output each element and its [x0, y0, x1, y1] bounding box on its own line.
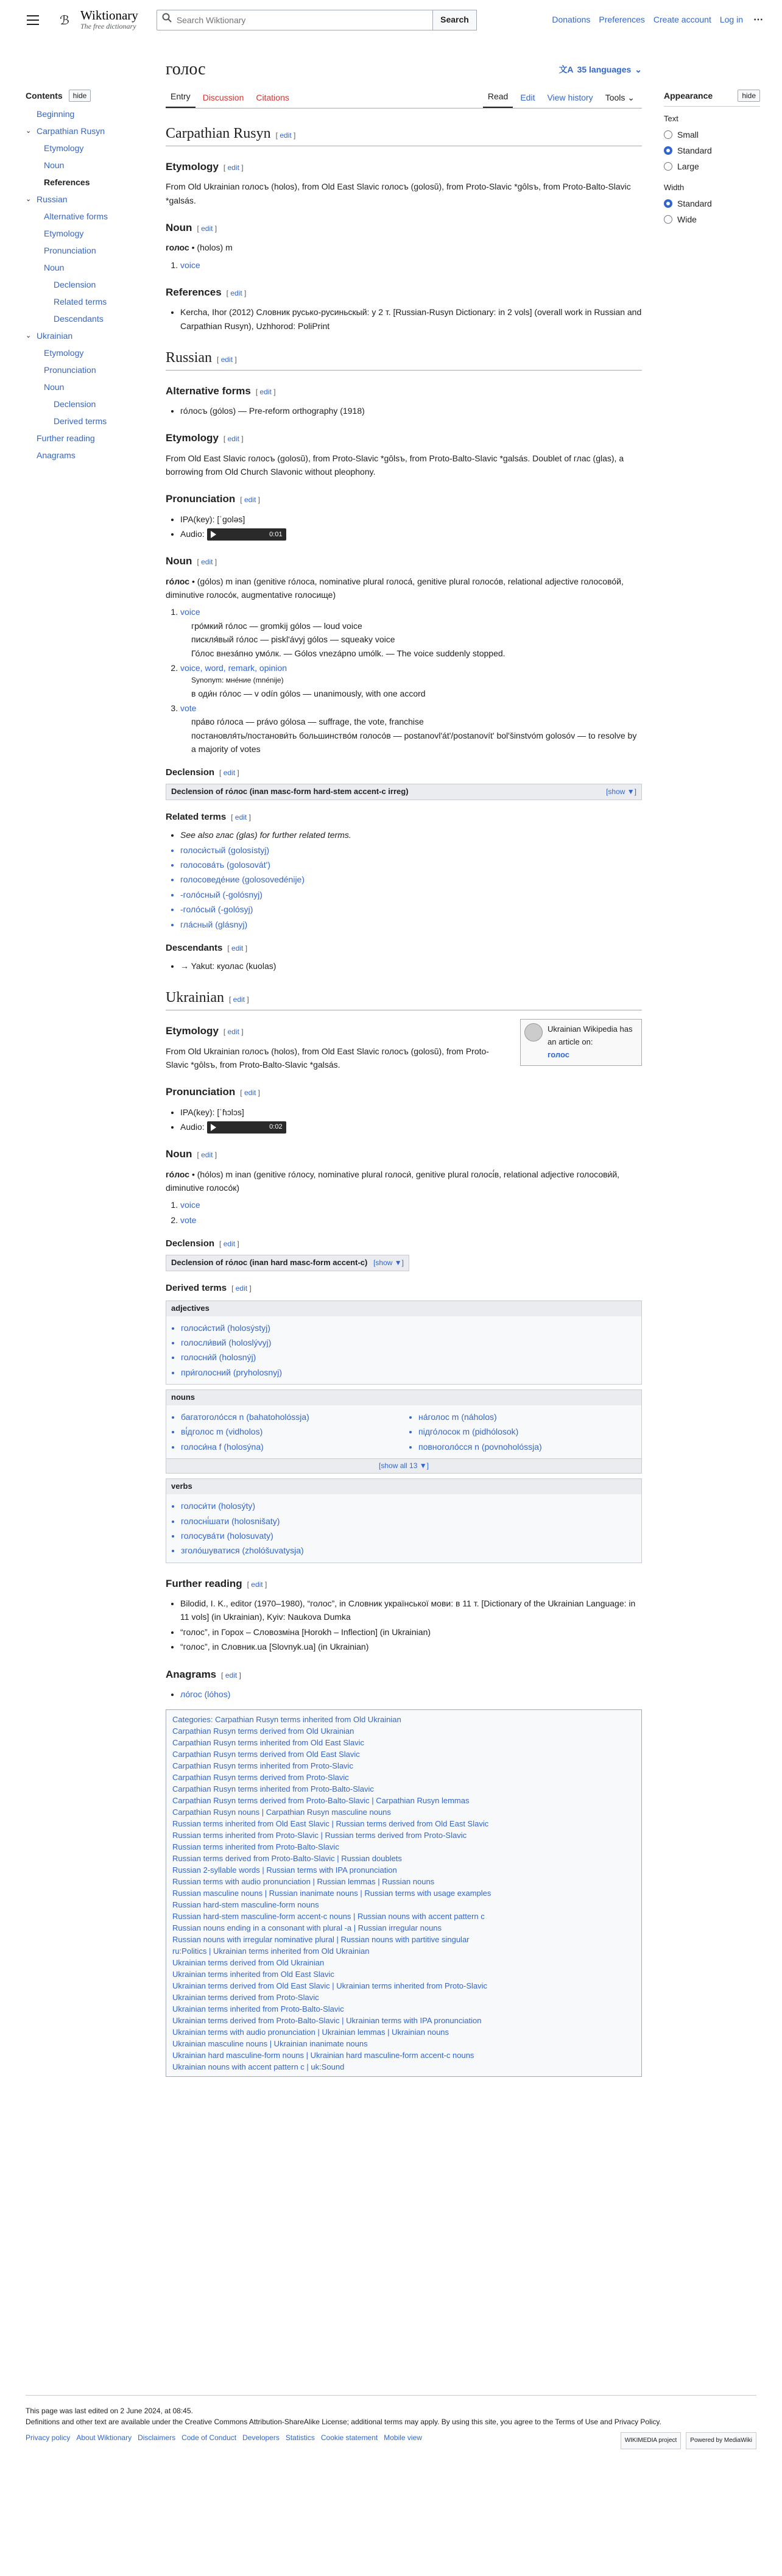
category-link[interactable]: Ukrainian terms derived from Proto-Balto-Slavic | Ukrainian terms with IPA pronunciation [172, 2016, 482, 2026]
width-label: Width [664, 183, 685, 193]
search-input[interactable] [177, 15, 428, 25]
related-term[interactable]: • голоси́стый (golosístyj) [180, 843, 642, 857]
toc-item-label[interactable]: Etymology [44, 348, 84, 358]
wikipedia-article-link[interactable]: голос [548, 1050, 569, 1059]
heading-etymology: Etymology [ edit ] [166, 432, 244, 444]
derived-term[interactable]: • підго́лосок m (pidhólosok) [418, 1425, 641, 1438]
category-link[interactable]: Russian terms inherited from Proto-Slavic | Russian terms derived from Proto-Slavic [172, 1831, 467, 1840]
sense-item [180, 1213, 642, 1227]
site-logo[interactable] [52, 8, 138, 32]
category-link[interactable]: Russian hard-stem masculine-form nouns [172, 1900, 319, 1910]
derived-verbs-box [166, 1478, 642, 1563]
site-tagline: The free dictionary [80, 22, 136, 31]
toc-item[interactable] [26, 176, 139, 189]
user-links [552, 13, 765, 26]
toc-item[interactable] [26, 141, 139, 155]
related-term[interactable]: • See also глас (glas) for further related terms. [180, 828, 642, 842]
toc-item[interactable] [26, 107, 139, 121]
site-header [0, 0, 782, 40]
search-form [157, 10, 477, 30]
edit-link[interactable]: edit [233, 995, 245, 1004]
headword: го́лос [166, 576, 190, 586]
derived-term[interactable]: • голоси́на f (holosýna) [181, 1440, 404, 1453]
audio-time: 0:02 [269, 1123, 283, 1131]
box-caption: adjectives [166, 1301, 641, 1316]
sense-item [180, 701, 642, 756]
tab-discussion[interactable]: Discussion [202, 92, 244, 102]
alt-form-item: • го́лосъ (gólos) — Pre-reform orthography (1918) [180, 404, 642, 417]
toc-item-label[interactable]: Related terms [54, 297, 107, 307]
footer-link[interactable]: Statistics [285, 2433, 315, 2442]
derived-term[interactable]: • при́голосний (pryholosnyj) [181, 1366, 641, 1379]
text-size-label: Text [664, 114, 678, 124]
heading-descendants: Descendants [ edit ] [166, 943, 248, 954]
heading-declension: Declension [ edit ] [166, 767, 239, 778]
headword-info: • (gólos) m inan (genitive го́лоса, nominative plural голоса́, genitive plural голосо́в, relational adjective голосово́й, diminutive голосо́к, augmentative голосище) [166, 576, 624, 600]
related-term[interactable]: • голосова́ть (golosovátʹ) [180, 858, 642, 871]
heading-text: Etymology [166, 432, 219, 444]
footer-link[interactable]: Developers [242, 2433, 280, 2442]
audio-item [180, 1120, 642, 1134]
category-link[interactable]: Carpathian Rusyn terms derived from Proto-Balto-Slavic | Carpathian Rusyn lemmas [172, 1796, 470, 1806]
appearance-panel [664, 89, 760, 229]
derived-adjectives-box [166, 1300, 642, 1385]
ipa-item: • IPA(key): [ˈɦɔlɔs] [180, 1105, 642, 1119]
related-term[interactable]: • гла́сный (glásnyj) [180, 918, 642, 931]
category-link[interactable]: Ukrainian terms derived from Old East Slavic | Ukrainian terms inherited from Proto-Slavic [172, 1981, 488, 1991]
sense-item [180, 258, 642, 272]
audio-label: Audio: [180, 1121, 205, 1132]
usage-example: постановля́ть/постанови́ть большинство́м голосо́в — postanovlʹátʹ/postanovítʹ bolʹšinstvóm golosóv — to resolve by a majority of votes [191, 730, 637, 754]
category-link[interactable]: Russian hard-stem masculine-form accent-c nouns | Russian nouns with accent pattern c [172, 1912, 485, 1921]
toc-item[interactable] [26, 363, 139, 377]
toc-title: Contents [26, 91, 63, 101]
category-link[interactable]: Ukrainian masculine nouns | Ukrainian inanimate nouns [172, 2039, 368, 2049]
category-link[interactable]: Ukrainian nouns with accent pattern c | uk:Sound [172, 2062, 345, 2072]
declension-table-toggle[interactable] [166, 1255, 409, 1271]
donations-link[interactable]: Donations [552, 15, 591, 25]
heading-text: Noun [166, 1148, 192, 1160]
category-link[interactable]: Carpathian Rusyn terms derived from Proto-Slavic [172, 1773, 349, 1783]
toc-item-label[interactable]: References [44, 177, 90, 188]
sense-link[interactable]: voice [180, 607, 200, 617]
edit-link[interactable]: edit [223, 1240, 236, 1249]
footer-link[interactable]: Mobile view [384, 2433, 422, 2442]
category-link[interactable]: Carpathian Rusyn terms derived from Old East Slavic [172, 1750, 360, 1759]
derived-term[interactable]: • голосни́й (holosnýj) [181, 1350, 641, 1364]
heading-further-reading: Further reading [ edit ] [166, 1577, 267, 1589]
edit-link[interactable]: edit [244, 1088, 256, 1098]
category-link[interactable]: Russian terms derived from Proto-Balto-Slavic | Russian doublets [172, 1854, 402, 1864]
toc-item[interactable] [26, 244, 139, 257]
tab-edit[interactable]: Edit [520, 92, 535, 102]
category-link[interactable]: Russian terms with audio pronunciation | Russian lemmas | Russian nouns [172, 1877, 435, 1887]
edit-link[interactable]: edit [234, 813, 247, 822]
section-heading: Carpathian Rusyn [166, 126, 271, 141]
related-term[interactable]: • -голо́сый (-golósyj) [180, 903, 642, 916]
edit-link[interactable]: edit [231, 944, 244, 953]
edit-link[interactable]: edit [235, 1283, 248, 1293]
derived-term[interactable]: • багатоголо́сся n (bahatoholóssja) [181, 1410, 404, 1424]
edit-link[interactable]: edit [251, 1580, 263, 1589]
heading-text: Noun [166, 221, 192, 233]
show-all-link[interactable]: [show all 13 ▼] [379, 1461, 429, 1471]
derived-term[interactable]: • зголо́шуватися (zholóšuvatysja) [181, 1544, 641, 1557]
heading-text: Etymology [166, 161, 219, 172]
heading-etymology: Etymology [ edit ] [166, 161, 244, 172]
search-box[interactable] [157, 10, 433, 30]
wikipedia-box-text: Ukrainian Wikipedia has an article on: [548, 1024, 633, 1047]
text-size-large[interactable] [664, 160, 760, 173]
text-size-small[interactable] [664, 128, 760, 141]
radio-label: Small [677, 130, 699, 140]
page-title [166, 59, 642, 80]
toc-item-label[interactable]: Further reading [37, 433, 95, 444]
etymology-text: From Old Ukrainian голосъ (holos), from Old East Slavic голосъ (golosŭ), from Proto-Slavic *gȏlsъ, from Proto-Balto-Slavic *galsás. [166, 1046, 489, 1070]
search-button[interactable]: Search [433, 10, 477, 30]
show-all-button[interactable] [166, 1458, 641, 1473]
show-button[interactable]: [show ▼] [606, 787, 636, 797]
preferences-link[interactable]: Preferences [599, 15, 645, 25]
derived-term[interactable]: • на́голос m (náholos) [418, 1410, 641, 1424]
heading-text: Further reading [166, 1577, 242, 1589]
usage-example: гро́мкий го́лос — gromkij gólos — loud voice [191, 620, 362, 631]
toc-item[interactable] [26, 431, 139, 445]
edit-link[interactable]: edit [225, 1670, 238, 1680]
etymology-text: From Old Ukrainian голосъ (holos), from Old East Slavic голосъ (golosŭ), from Proto-Slavic *gȏlsъ, from Proto-Balto-Slavic *galsás. [166, 182, 631, 205]
page-footer [26, 2395, 756, 2443]
synonym-line: Synonym: мне́ние (mnénije) [191, 676, 284, 685]
play-icon[interactable] [211, 1124, 216, 1131]
category-link[interactable]: ru:Politics | Ukrainian terms inherited from Old Ukrainian [172, 1946, 370, 1956]
category-link[interactable]: Russian masculine nouns | Russian inanimate nouns | Russian terms with usage examples [172, 1889, 491, 1898]
heading-text: Declension [166, 767, 215, 778]
heading-derived-terms: Derived terms [ edit ] [166, 1282, 252, 1293]
toc-item[interactable] [26, 193, 139, 206]
radio-icon [664, 130, 672, 139]
heading-text: Descendants [166, 943, 223, 954]
heading-related-terms: Related terms [ edit ] [166, 812, 251, 823]
headword-info: • (holos) m [191, 243, 233, 253]
category-link[interactable]: Carpathian Rusyn terms inherited from Old East Slavic [172, 1738, 365, 1748]
usage-example: пискля́вый го́лос — pisklʹávyj gólos — squeaky voice [191, 634, 395, 645]
edit-link[interactable]: edit [227, 435, 239, 444]
page-title-text: голос [166, 60, 206, 79]
footer-link[interactable]: Cookie statement [320, 2433, 378, 2442]
heading-references: References [ edit ] [166, 286, 247, 298]
radio-label: Standard [677, 198, 712, 208]
radio-icon [664, 215, 672, 224]
chevron-down-icon[interactable]: ⌄ [26, 127, 32, 135]
derived-nouns-box [166, 1389, 642, 1474]
toc-item[interactable] [26, 261, 139, 274]
section-heading: Ukrainian [166, 990, 224, 1006]
derived-term[interactable]: • голосува́ти (holosuvaty) [181, 1529, 641, 1542]
toc-item-label[interactable]: Noun [44, 263, 65, 273]
toc-item-label[interactable]: Ukrainian [37, 331, 73, 341]
footer-link[interactable]: Code of Conduct [181, 2433, 237, 2442]
toc-item-label[interactable]: Carpathian Rusyn [37, 126, 105, 137]
mediawiki-badge[interactable]: Powered by MediaWiki [686, 2432, 756, 2449]
heading-etymology: Etymology [ edit ] [166, 1025, 244, 1037]
heading-noun: Noun [ edit ] [166, 1148, 217, 1160]
derived-term[interactable]: • голоси́стий (holosýstyj) [181, 1321, 641, 1335]
heading-anagrams: Anagrams [ edit ] [166, 1668, 241, 1680]
headword: го́лос [166, 1169, 190, 1179]
declension-table-toggle[interactable] [166, 784, 642, 800]
category-link[interactable]: Carpathian Rusyn terms inherited from Proto-Slavic [172, 1761, 353, 1771]
radio-label: Standard [677, 146, 712, 156]
category-link[interactable]: Russian nouns with irregular nominative plural | Russian nouns with partitive singular [172, 1935, 470, 1945]
toc-item[interactable] [26, 158, 139, 172]
toc-item-label[interactable]: Declension [54, 399, 96, 410]
box-caption: nouns [166, 1390, 641, 1405]
site-title: Wiktionary [80, 8, 138, 23]
heading-alternative-forms: Alternative forms [ edit ] [166, 385, 276, 397]
audio-time: 0:01 [269, 530, 283, 538]
heading-text: Pronunciation [166, 1086, 236, 1098]
toc-item[interactable] [26, 295, 139, 308]
login-link[interactable]: Log in [719, 15, 743, 25]
wikipedia-box [520, 1019, 642, 1065]
category-link[interactable]: Ukrainian terms inherited from Old East Slavic [172, 1970, 334, 1979]
declension-title: Declension of го́лос (inan masc-form hard-stem accent-c irreg) [171, 787, 409, 797]
toc-item[interactable] [26, 346, 139, 360]
more-options-icon[interactable]: ⋯ [753, 14, 763, 25]
wikipedia-globe-icon [524, 1023, 543, 1041]
headword: голос [166, 243, 189, 253]
usage-example: в оди́н го́лос — v odín gólos — unanimously, with one accord [191, 688, 426, 698]
toc-item-label[interactable]: Descendants [54, 314, 104, 324]
width-wide[interactable] [664, 213, 760, 226]
derived-term[interactable]: • голоси́ти (holosýty) [181, 1499, 641, 1513]
radio-label: Wide [677, 214, 697, 224]
toc-item[interactable] [26, 124, 139, 138]
footer-link[interactable]: Disclaimers [138, 2433, 176, 2442]
create-account-link[interactable]: Create account [653, 15, 711, 25]
sense-link[interactable]: voice, word, remark, opinion [180, 662, 287, 673]
toc-item-label[interactable]: Anagrams [37, 450, 76, 461]
categories-box [166, 1709, 642, 2077]
edit-link[interactable]: edit [201, 558, 213, 567]
category-link[interactable]: Carpathian Rusyn terms derived from Old Ukrainian [172, 1726, 354, 1736]
main-menu-button[interactable] [26, 13, 40, 27]
toc-item-label[interactable]: Beginning [37, 109, 75, 119]
derived-term[interactable]: • голосли́вий (holoslývyj) [181, 1336, 641, 1349]
anagram-item [180, 1687, 642, 1701]
text-size-standard[interactable] [664, 144, 760, 157]
category-link[interactable]: Ukrainian terms derived from Old Ukrainian [172, 1958, 325, 1968]
sense-link[interactable]: voice [180, 1200, 200, 1210]
headword-line [166, 1168, 642, 1195]
heading-text: Related terms [166, 812, 227, 823]
edit-link[interactable]: edit [220, 355, 233, 364]
show-button[interactable]: [show ▼] [373, 1258, 404, 1267]
tab-citations[interactable]: Citations [256, 92, 289, 102]
footer-link[interactable]: About Wiktionary [76, 2433, 132, 2442]
edit-link[interactable]: edit [227, 1027, 239, 1037]
category-link[interactable]: Russian terms inherited from Proto-Balto-Slavic [172, 1842, 339, 1852]
category-link[interactable]: Ukrainian terms derived from Proto-Slavic [172, 1993, 319, 2003]
tab-view-history[interactable]: View history [547, 92, 593, 102]
audio-label: Audio: [180, 529, 205, 539]
search-icon [162, 13, 172, 26]
appearance-title: Appearance [664, 91, 713, 101]
heading-text: Noun [166, 555, 192, 567]
toc-item[interactable] [26, 329, 139, 342]
license-text: Definitions and other text are available under the Creative Commons Attribution-ShareAlike License; additional terms may apply. By using this site, you agree to the Terms of Use and Privacy Policy. [26, 2418, 661, 2426]
further-reading-item: • Bilodid, I. K., editor (1970–1980), “голос”, in Словник української мови: в 11 т. [Dictionary of the Ukrainian Language: in 11 vols] (in Ukrainian), Kyiv: Naukova Dumka [180, 1597, 642, 1624]
page-tabs [166, 88, 642, 108]
section-heading: Russian [166, 349, 213, 366]
toc-item[interactable] [26, 449, 139, 462]
heading-text: Pronunciation [166, 493, 236, 505]
usage-example: пра́во го́лоса — právo gólosa — suffrage, the vote, franchise [191, 717, 424, 727]
further-reading-item: • “голос”, in Горох – Словозміна [Horokh – Inflection] (in Ukrainian) [180, 1625, 642, 1639]
heading-text: Etymology [166, 1025, 219, 1037]
toc-item-label[interactable]: Noun [44, 382, 65, 392]
chevron-down-icon[interactable]: ⌄ [26, 332, 32, 340]
last-edited: This page was last edited on 2 June 2024, at 08:45. [26, 2407, 193, 2415]
derived-term[interactable]: • ві́дголос m (vidholos) [181, 1425, 404, 1438]
edit-link[interactable]: edit [280, 131, 292, 140]
heading-text: Alternative forms [166, 385, 251, 397]
tab-entry[interactable]: Entry [166, 90, 196, 108]
language-button[interactable] [558, 59, 642, 80]
chevron-down-icon[interactable]: ⌄ [26, 196, 32, 204]
edit-link[interactable]: edit [201, 1151, 213, 1160]
toc-item-label[interactable]: Declension [54, 280, 96, 290]
play-icon[interactable] [211, 531, 216, 538]
edit-link[interactable]: edit [201, 224, 213, 233]
width-standard[interactable] [664, 197, 760, 210]
radio-selected-icon [664, 146, 672, 155]
sense-item [180, 1198, 642, 1212]
derived-term[interactable]: • повноголо́сся n (povnoholóssja) [418, 1440, 641, 1453]
toc-item[interactable] [26, 312, 139, 325]
toc-item-label[interactable]: Noun [44, 160, 65, 171]
toc-item-label[interactable]: Russian [37, 194, 68, 205]
appearance-hide-button[interactable]: hide [738, 90, 760, 102]
related-term[interactable]: • голосоведе́ние (golosovedénije) [180, 873, 642, 886]
edit-link[interactable]: edit [230, 288, 242, 297]
toc-item[interactable] [26, 397, 139, 411]
heading-noun: Noun [ edit ] [166, 555, 217, 567]
toc-item-label[interactable]: Derived terms [54, 416, 107, 427]
usage-example: Го́лос внеза́пно умо́лк. — Gólos vnezápno umólk. — The voice suddenly stopped. [191, 648, 505, 658]
radio-label: Large [677, 161, 699, 172]
chevron-down-icon: ⌄ [635, 65, 642, 74]
heading-text: References [166, 286, 222, 298]
tab-read[interactable]: Read [483, 90, 513, 108]
radio-icon [664, 162, 672, 171]
sense-item [180, 605, 642, 660]
wiktionary-logo-icon: ℬ [60, 12, 69, 27]
wikimedia-badge[interactable]: WIKIMEDIA project [621, 2432, 682, 2449]
headword-line [166, 575, 642, 602]
sense-item [180, 661, 642, 700]
heading-declension: Declension [ edit ] [166, 1238, 239, 1249]
heading-pronunciation: Pronunciation [ edit ] [166, 493, 260, 505]
sense-link[interactable]: vote [180, 703, 197, 713]
edit-link[interactable]: edit [259, 387, 272, 396]
toc-item-label[interactable]: Alternative forms [44, 211, 108, 222]
reference-item: • Kercha, Ihor (2012) Словник русько-русиньскый: у 2 т. [Russian-Rusyn Dictionary: in 2 vols] (overall work in Russian and Carpathian Rusyn), Uzhhorod: PoliPrint [180, 305, 642, 333]
table-of-contents [26, 89, 139, 466]
language-count: 35 languages [577, 65, 632, 74]
heading-text: Derived terms [166, 1282, 227, 1293]
section-ukrainian: Ukrainian [ edit ] [166, 987, 642, 1010]
main-content [166, 59, 642, 2085]
heading-text: Declension [166, 1238, 215, 1249]
audio-item [180, 527, 642, 541]
toc-item-label[interactable]: Pronunciation [44, 365, 96, 375]
sense-link[interactable]: vote [180, 1215, 197, 1225]
footer-link[interactable]: Privacy policy [26, 2433, 71, 2442]
section-carpathian-rusyn: Carpathian Rusyn [ edit ] [166, 123, 642, 146]
declension-title: Declension of го́лос (inan hard masc-form accent-c) [171, 1258, 368, 1268]
edit-link[interactable]: edit [227, 163, 239, 172]
heading-text: Anagrams [166, 1668, 217, 1680]
category-link[interactable]: Ukrainian terms with audio pronunciation | Ukrainian lemmas | Ukrainian nouns [172, 2028, 449, 2037]
toc-item-label[interactable]: Etymology [44, 229, 84, 239]
tab-tools[interactable]: Tools ⌄ [605, 92, 635, 102]
translate-icon: 文A [558, 65, 574, 74]
ipa-item: • IPA(key): [ˈɡoləs] [180, 513, 642, 526]
category-link[interactable]: Carpathian Rusyn terms inherited from Proto-Balto-Slavic [172, 1784, 374, 1794]
audio-player[interactable] [207, 1121, 286, 1134]
toc-item[interactable] [26, 278, 139, 291]
toc-item-label[interactable]: Pronunciation [44, 246, 96, 256]
toc-item[interactable] [26, 414, 139, 428]
category-link[interactable]: Ukrainian terms inherited from Proto-Balto-Slavic [172, 2004, 344, 2014]
headword-line [166, 241, 642, 254]
descendant-item: • → Yakut: куолас (kuolas) [180, 959, 642, 973]
category-link[interactable]: Carpathian Rusyn nouns | Carpathian Rusyn masculine nouns [172, 1808, 391, 1817]
edit-link[interactable]: edit [244, 495, 256, 505]
derived-term[interactable]: • голосні́шати (holosnišaty) [181, 1514, 641, 1528]
radio-selected-icon [664, 199, 672, 208]
edit-link[interactable]: edit [223, 768, 236, 778]
section-russian: Russian [ edit ] [166, 347, 642, 371]
audio-player[interactable] [207, 528, 286, 541]
toc-hide-button[interactable]: hide [69, 90, 91, 102]
heading-pronunciation: Pronunciation [ edit ] [166, 1086, 260, 1098]
related-term[interactable]: • -голо́сный (-golósnyj) [180, 888, 642, 901]
toc-item[interactable] [26, 210, 139, 223]
heading-noun: Noun [ edit ] [166, 221, 217, 233]
toc-item[interactable] [26, 380, 139, 394]
toc-item-label[interactable]: Etymology [44, 143, 84, 154]
category-link[interactable]: Russian nouns ending in a consonant with plural -а | Russian irregular nouns [172, 1923, 442, 1933]
category-link[interactable]: Categories: Carpathian Rusyn terms inherited from Old Ukrainian [172, 1715, 401, 1725]
anagram-link[interactable]: ло́гос (lóhos) [180, 1689, 231, 1699]
etymology-text: From Old East Slavic голосъ (golosŭ), from Proto-Slavic *gȏlsъ, from Proto-Balto-Slavic *galsás. Doublet of глас (glas), a borrowing from Old Church Slavonic without pleophony. [166, 453, 624, 477]
sense-link[interactable]: voice [180, 260, 200, 270]
tools-label: Tools [605, 92, 625, 102]
category-link[interactable]: Russian terms inherited from Old East Slavic | Russian terms derived from Old East Slavic [172, 1819, 489, 1829]
category-link[interactable]: Russian 2-syllable words | Russian terms with IPA pronunciation [172, 1865, 397, 1875]
headword-info: • (hólos) m inan (genitive го́лосу, nominative plural голоси́, genitive plural голосі́в, relational adjective голосови́й, diminutive голосо́к) [166, 1169, 620, 1193]
category-link[interactable]: Ukrainian hard masculine-form nouns | Ukrainian hard masculine-form accent-c nouns [172, 2051, 474, 2060]
toc-item[interactable] [26, 227, 139, 240]
further-reading-item: • “голос”, in Словник.ua [Slovnyk.ua] (in Ukrainian) [180, 1640, 642, 1653]
box-caption: verbs [166, 1479, 641, 1494]
